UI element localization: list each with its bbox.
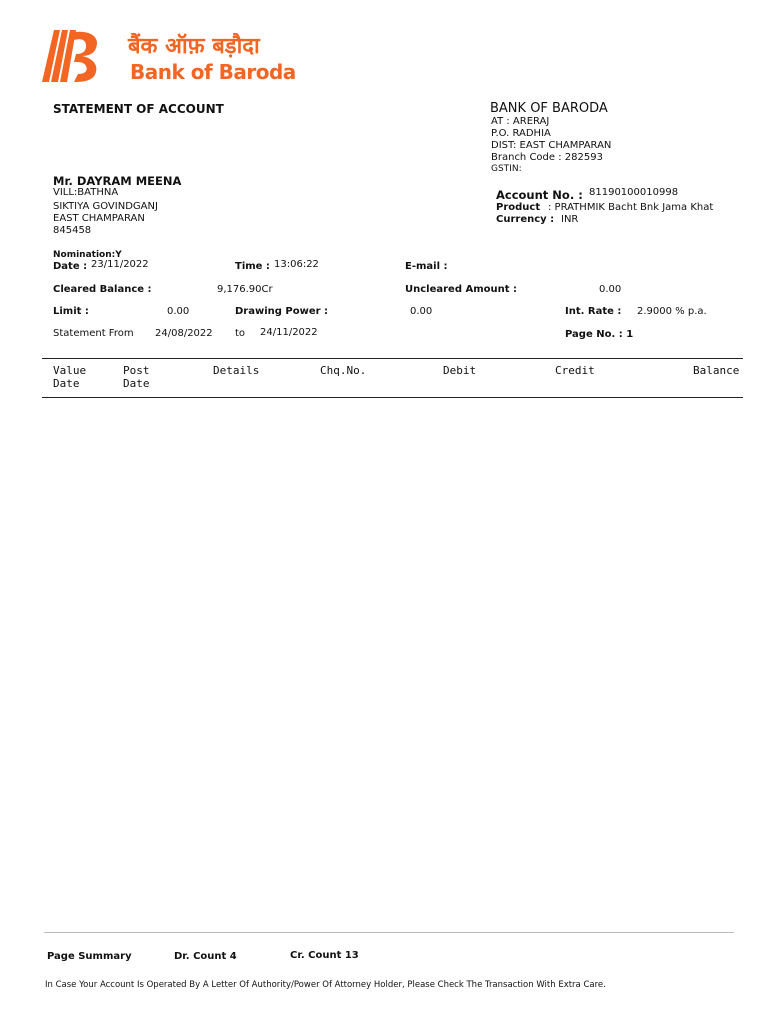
bank-name: BANK OF BARODA xyxy=(490,101,608,116)
debit-count: Dr. Count 4 xyxy=(174,951,237,962)
header-post-date-1: Post xyxy=(123,364,150,377)
page-number: Page No. : 1 xyxy=(565,329,634,340)
header-value-date-2: Date xyxy=(53,377,80,390)
table-top-rule xyxy=(42,358,743,359)
uncleared-amount-value: 0.00 xyxy=(599,284,622,295)
bank-gstin: GSTIN: xyxy=(491,164,522,174)
statement-title: STATEMENT OF ACCOUNT xyxy=(53,102,224,116)
customer-address-3: EAST CHAMPARAN xyxy=(53,213,145,224)
int-rate-label: Int. Rate : xyxy=(565,306,622,317)
currency-value: INR xyxy=(561,214,579,225)
statement-to-label: to xyxy=(235,328,246,339)
account-no-label: Account No. : xyxy=(496,188,583,202)
cleared-balance-value: 9,176.90Cr xyxy=(217,284,273,295)
bank-po: P.O. RADHIA xyxy=(491,128,551,139)
bank-at: AT : ARERAJ xyxy=(491,116,550,127)
drawing-power-label: Drawing Power : xyxy=(235,306,329,317)
product-value: : PRATHMIK Bacht Bnk Jama Khat xyxy=(548,202,714,213)
time-value: 13:06:22 xyxy=(274,259,319,270)
baroda-sun-icon xyxy=(40,26,112,84)
customer-address-1: VILL:BATHNA xyxy=(53,187,119,198)
date-value: 23/11/2022 xyxy=(91,259,149,270)
statement-to-value: 24/11/2022 xyxy=(260,327,318,338)
customer-pincode: 845458 xyxy=(53,225,92,236)
customer-name: Mr. DAYRAM MEENA xyxy=(53,174,182,188)
date-label: Date : xyxy=(53,261,88,272)
bank-logo xyxy=(40,26,296,86)
page-summary-label: Page Summary xyxy=(47,951,132,962)
nomination: Nomination:Y xyxy=(53,250,122,260)
cleared-balance-label: Cleared Balance : xyxy=(53,284,152,295)
header-details: Details xyxy=(213,364,260,377)
currency-label: Currency : xyxy=(496,214,555,225)
table-bottom-rule xyxy=(42,397,743,398)
footer-note: In Case Your Account Is Operated By A Letter Of Authority/Power Of Attorney Holder, Please Check The Transaction With Extra Care. xyxy=(45,980,606,990)
logo-english-text: Bank of Baroda xyxy=(130,60,296,84)
time-label: Time : xyxy=(235,261,270,272)
bank-dist: DIST: EAST CHAMPARAN xyxy=(491,140,612,151)
header-debit: Debit xyxy=(443,364,477,377)
product-label: Product xyxy=(496,202,541,213)
limit-value: 0.00 xyxy=(167,306,190,317)
limit-label: Limit : xyxy=(53,306,89,317)
int-rate-value: 2.9000 % p.a. xyxy=(637,306,707,317)
statement-from-value: 24/08/2022 xyxy=(155,328,213,339)
drawing-power-value: 0.00 xyxy=(410,306,433,317)
statement-from-label: Statement From xyxy=(53,328,134,339)
logo-hindi-text: बैंक ऑफ़ बड़ौदा xyxy=(128,34,260,59)
header-value-date-1: Value xyxy=(53,364,87,377)
header-balance: Balance xyxy=(693,364,740,377)
bank-branch-code: Branch Code : 282593 xyxy=(491,152,603,163)
header-chq-no: Chq.No. xyxy=(320,364,367,377)
email-label: E-mail : xyxy=(405,261,448,272)
credit-count: Cr. Count 13 xyxy=(290,950,359,961)
uncleared-amount-label: Uncleared Amount : xyxy=(405,284,518,295)
header-credit: Credit xyxy=(555,364,595,377)
customer-address-2: SIKTIYA GOVINDGANJ xyxy=(53,201,158,212)
footer-rule xyxy=(44,932,734,933)
header-post-date-2: Date xyxy=(123,377,150,390)
account-no-value: 81190100010998 xyxy=(589,187,679,198)
